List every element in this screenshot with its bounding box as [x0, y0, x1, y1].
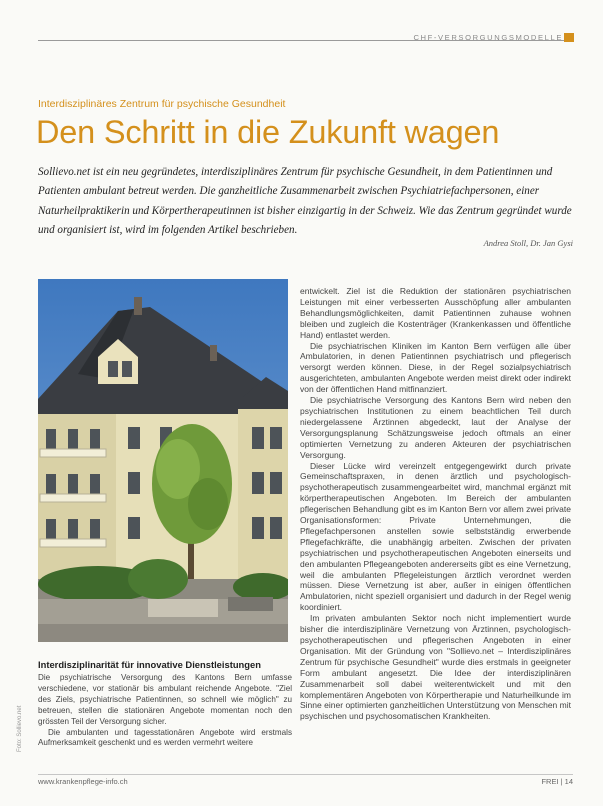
article-kicker: Interdisziplinäres Zentrum für psychische Gesundheit — [38, 98, 286, 110]
caption-body — [38, 673, 292, 749]
body-paragraph: entwickelt. Ziel ist die Reduktion der stationären psychiatrischen Leistungen mit einer verbesserten Ausschöpfung aller ambulanten Behandlungsmöglichkeiten, damit Patientinnen zuhause wohnen bleiben und zugleich die Kostenträger (Krankenkassen und öffentliche Hand) entlastet werden. — [300, 286, 571, 340]
article-byline: Andrea Stoll, Dr. Jan Gysi — [483, 238, 573, 248]
footer-rule — [38, 774, 573, 775]
section-label: CHF-VERSORGUNGSMODELLE — [413, 33, 563, 42]
section-color-chip — [564, 33, 574, 42]
caption-paragraph: Die ambulanten und tagesstationären Angebote wird erstmals Aufmerksamkeit geschenkt und es werden vermehrt weitere — [38, 727, 292, 748]
body-paragraph: Die psychiatrische Versorgung des Kantons Bern wird neben den psychiatrischen Institutionen zu einem beachtlichen Teil durch niedergelassene Ärztinnen abgedeckt, laut der Analyse der Versorgungsplanung Schätzungsweise jedoch oftmals an einer optimierten Vernetzung zu anderen Akteuren der psychiatrischen Versorgung. — [300, 395, 571, 460]
body-paragraph: Im privaten ambulanten Sektor noch nicht implementiert wurde bisher die interdisziplinäre Vernetzung von Ärztinnen, psychologisch-psychotherapeutischen und pflegerischen Angeboten in einer Organisation. Mit der Gründung von "Sollievo.net – Interdisziplinäres Zentrum für psychische Gesundheit" wurde dies erstmals in geeigneter Form ambulant angesetzt. Die Idee der interdisziplinären Zusammenarbeit soll dabei weiterentwickelt und mit den komplementären Angeboten von Körpertherapie und Naturheilkunde im Sinne einer optimierten ganzheitlichen Unterstützung von Menschen mit psychischen und psychosomatischen Krankheiten. — [300, 613, 571, 722]
footer-page-number: FREI | 14 — [541, 777, 573, 786]
caption-title: Interdisziplinarität für innovative Dienstleistungen — [38, 659, 261, 670]
building-photo — [38, 279, 288, 642]
body-paragraph: Dieser Lücke wird vereinzelt entgegengewirkt durch private Gemeinschaftspraxen, in denen ärztlich und psychologisch-psychotherapeutisch zusammengearbeitet wird, manchmal ergänzt mit körpertherapeutischen Angeboten. Im Bereich der ambulanten pflegerischen Behandlung gibt es im Kanton Bern vor allem zwei private Organisationsformen: Private Unternehmungen, die Pflegefachpersonen anstellen sowie selbstständig erwerbende Pflegefachkräfte, die unabhängig arbeiten. Zwischen der privaten psychiatrischen und psychotherapeutischen Angeboten einerseits und den ambulanten Pflegeangeboten andererseits gibt es eine Vernetzung, weil die ambulanten Pflegeleistungen ärztlich verordnet werden müssen. Diese Vernetzung ist aber, außer in einigen öffentlichen Ambulatorien, nicht speziell organisiert und dadurch in der Regel wenig koordiniert. — [300, 460, 571, 613]
article-body-column — [300, 286, 571, 722]
footer-website: www.krankenpflege-info.ch — [38, 777, 128, 786]
article-lead: Sollievo.net ist ein neu gegründetes, interdisziplinäres Zentrum für psychische Gesundheit, in dem Patientinnen und Patienten ambulant betreut werden. Die ganzheitliche Zusammenarbeit zwischen Psychiatriefachpersonen, einer Naturheilpraktikerin und Körpertherapeutinnen ist bisher einzigartig in der Schweiz. Wie das Zentrum gegründet wurde und organisiert ist, wird im folgenden Artikel beschrieben. — [38, 166, 572, 236]
caption-paragraph: Die psychiatrische Versorgung des Kantons Bern umfasse verschiedene, vor stationär bis ambulant reichende Angebote. "Ziel des Ziels, psychiatrische Patientinnen, so schnell wie möglich" zu betreuen, stellen die stationären Angebote momentan noch den grössten Teil der Versorgung sicher. — [38, 673, 292, 726]
photo-credit: Foto: Sollievo.net — [17, 705, 23, 752]
article-headline: Den Schritt in die Zukunft wagen — [36, 114, 500, 150]
body-paragraph: Die psychiatrischen Kliniken im Kanton Bern verfügen alle über Ambulatorien, in denen Patientinnen psychiatrisch und pflegerisch versorgt werden können. Diese, in der Regel sozialpsychiatrisch ausgerichteten, ambulanten Angebote werden meist direkt oder indirekt von der öffentlichen Hand mitfinanziert. — [300, 340, 571, 395]
